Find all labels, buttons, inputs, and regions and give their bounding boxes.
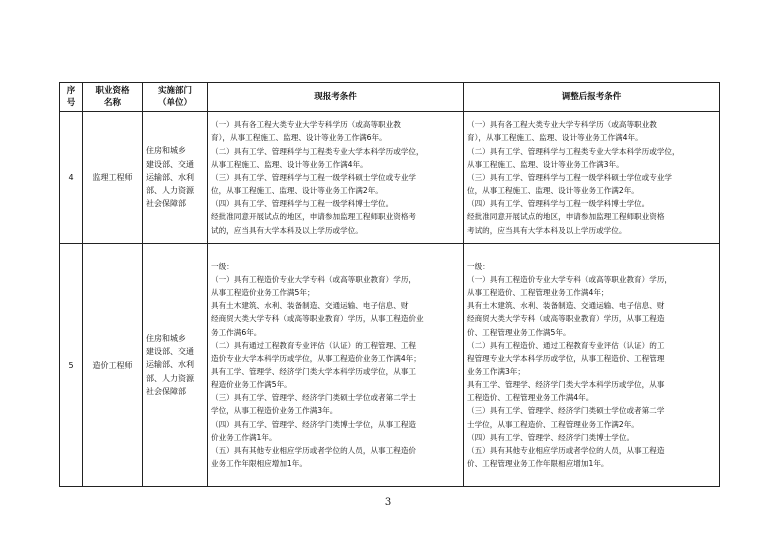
qualification-table xyxy=(59,82,720,487)
row-number: 4 xyxy=(60,112,83,244)
header-title: 职业资格 名称 xyxy=(83,83,143,112)
page-number: 3 xyxy=(384,497,392,508)
adjusted-conditions-cell: 一级： （一）具有工程造价专业大学专科（或高等职业教育）学历， 从事工程造价、工程管理业务工作满4年； 具有土木建筑、水利、装备制造、交通运输、电子信息、财 经商贸大类大学专科（或高等职业教育）学历，从事工程造 价、工程管理业务工作满5年。 （二）具有工程造价、通过工程教育专业评估（认证）的工 程管理专业大学本科学历或学位，从事工程造价、工程管理 业务工作满3年； 具有工学、管理学、经济学门类大学本科学历或学位，从事 工程造价、工程管理业务工作满4年。 （三）具有工学、管理学、经济学门类硕士学位或者第二学 士学位，从事工程造价、工程管理业务工作满2年。 （四）具有工学、管理学、经济学门类博士学位。 （五）具有其他专业相应学历或者学位的人员，从事工程造 价、工程管理业务工作年限相应增加1年。 xyxy=(464,244,720,487)
header-adjusted-conditions: 调整后报考条件 xyxy=(464,83,720,112)
table-row xyxy=(60,112,720,244)
implementing-department: 住房和城乡 建设部、交通 运输部、水利 部、人力资源 社会保障部 xyxy=(143,244,208,487)
qualification-name: 造价工程师 xyxy=(83,244,143,487)
table-header-row xyxy=(60,83,720,112)
header-no: 序 号 xyxy=(60,83,83,112)
row-number: 5 xyxy=(60,244,83,487)
qualification-name: 监理工程师 xyxy=(83,112,143,244)
current-conditions-cell: 一级： （一）具有工程造价专业大学专科（或高等职业教育）学历， 从事工程造价业务工作满5年； 具有土木建筑、水利、装备制造、交通运输、电子信息、财 经商贸大类大学专科（或高等职业教育）学历，从事工程造价业 务工作满6年。 （二）具有通过工程教育专业评估（认证）的工程管理、工程 造价专业大学本科学历或学位，从事工程造价业务工作满4年； 具有工学、管理学、经济学门类大学本科学历或学位，从事工 程造价业务工作满5年。 （三）具有工学、管理学、经济学门类硕士学位或者第二学士 学位，从事工程造价业务工作满3年。 （四）具有工学、管理学、经济学门类博士学位，从事工程造 价业务工作满1年。 （五）具有其他专业相应学历或者学位的人员，从事工程造价 业务工作年限相应增加1年。 xyxy=(208,244,464,487)
header-dept: 实施部门 （单位） xyxy=(143,83,208,112)
adjusted-conditions-cell: （一）具有各工程大类专业大学专科学历（或高等职业教 育），从事工程施工、监理、设计等业务工作满4年。 （二）具有工学、管理科学与工程类专业大学本科学历或学位， 从事工程施工、监理、设计等业务工作满3年。 （三）具有工学、管理科学与工程一级学科硕士学位或专业学 位，从事工程施工、监理、设计等业务工作满2年。 （四）具有工学、管理科学与工程一级学科博士学位。 经批准同意开展试点的地区，申请参加监理工程师职业资格 考试的，应当具有大学本科及以上学历或学位。 xyxy=(464,112,720,244)
implementing-department: 住房和城乡 建设部、交通 运输部、水利 部、人力资源 社会保障部 xyxy=(143,112,208,244)
header-current-conditions: 现报考条件 xyxy=(208,83,464,112)
current-conditions-cell: （一）具有各工程大类专业大学专科学历（或高等职业教 育），从事工程施工、监理、设计等业务工作满6年。 （二）具有工学、管理科学与工程类专业大学本科学历或学位， 从事工程施工、监理、设计等业务工作满4年。 （三）具有工学、管理科学与工程一级学科硕士学位或专业学 位，从事工程施工、监理、设计等业务工作满2年。 （四）具有工学、管理科学与工程一级学科博士学位。 经批准同意开展试点的地区，申请参加监理工程师职业资格考 试的，应当具有大学本科及以上学历或学位。 xyxy=(208,112,464,244)
table-row xyxy=(60,244,720,487)
